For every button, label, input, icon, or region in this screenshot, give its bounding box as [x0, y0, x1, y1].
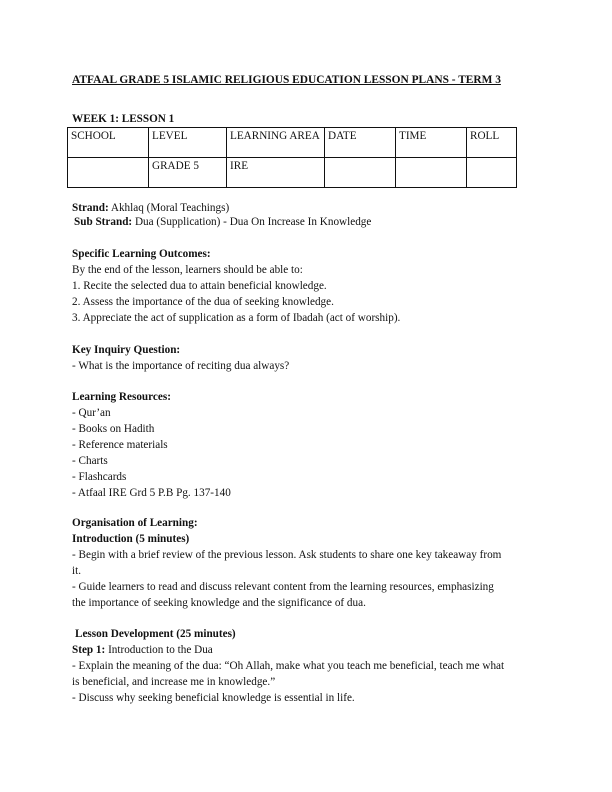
- document-title: ATFAAL GRADE 5 ISLAMIC RELIGIOUS EDUCATION LESSON PLANS - TERM 3: [72, 74, 501, 86]
- list-item: 3. Appreciate the act of supplication as a form of Ibadah (act of worship).: [72, 312, 401, 324]
- table-cell: LEARNING AREA: [227, 128, 325, 158]
- table-cell: [467, 158, 517, 188]
- list-item: 2. Assess the importance of the dua of seeking knowledge.: [72, 296, 334, 308]
- table-cell: [68, 158, 149, 188]
- resources-heading: Learning Resources:: [72, 391, 171, 403]
- table-cell: TIME: [396, 128, 467, 158]
- table-cell: [396, 158, 467, 188]
- table-cell: SCHOOL: [68, 128, 149, 158]
- list-item: - Qur’an: [72, 407, 111, 419]
- inquiry-heading: Key Inquiry Question:: [72, 344, 181, 356]
- paragraph-line: - Discuss why seeking beneficial knowledge is essential in life.: [72, 692, 355, 704]
- list-item: - Flashcards: [72, 471, 127, 483]
- development-heading: Lesson Development (25 minutes): [75, 628, 236, 640]
- list-item: 1. Recite the selected dua to attain beneficial knowledge.: [72, 280, 327, 292]
- paragraph-line: - Guide learners to read and discuss relevant content from the learning resources, emphasizing: [72, 581, 494, 593]
- paragraph-line: - Begin with a brief review of the previous lesson. Ask students to share one key takeaway from: [72, 549, 502, 561]
- list-item: - What is the importance of reciting dua always?: [72, 360, 290, 372]
- paragraph-line: the importance of seeking knowledge and the significance of dua.: [72, 597, 366, 609]
- step-heading: Step 1: Introduction to the Dua: [72, 644, 213, 656]
- strand: Strand: Akhlaq (Moral Teachings): [72, 202, 230, 214]
- table-row: [68, 158, 517, 188]
- week-heading: WEEK 1: LESSON 1: [72, 113, 175, 125]
- table-cell: LEVEL: [149, 128, 227, 158]
- organisation-heading: Organisation of Learning:: [72, 517, 198, 529]
- outcomes-intro: By the end of the lesson, learners should be able to:: [72, 264, 303, 276]
- sub-strand: Sub Strand: Dua (Supplication) - Dua On Increase In Knowledge: [74, 216, 372, 228]
- lesson-info-table: [67, 127, 517, 188]
- paragraph-line: - Explain the meaning of the dua: “Oh Allah, make what you teach me beneficial, teach me what: [72, 660, 505, 672]
- list-item: - Reference materials: [72, 439, 168, 451]
- paragraph-line: is beneficial, and increase me in knowledge.”: [72, 676, 276, 688]
- table-cell: DATE: [325, 128, 396, 158]
- list-item: - Charts: [72, 455, 108, 467]
- table-cell: GRADE 5: [149, 158, 227, 188]
- table-header-row: [68, 128, 517, 158]
- table-cell: IRE: [227, 158, 325, 188]
- list-item: - Books on Hadith: [72, 423, 155, 435]
- list-item: - Atfaal IRE Grd 5 P.B Pg. 137-140: [72, 487, 231, 499]
- introduction-heading: Introduction (5 minutes): [72, 533, 190, 545]
- table-cell: [325, 158, 396, 188]
- paragraph-line: it.: [72, 565, 82, 577]
- table-cell: ROLL: [467, 128, 517, 158]
- outcomes-heading: Specific Learning Outcomes:: [72, 248, 211, 260]
